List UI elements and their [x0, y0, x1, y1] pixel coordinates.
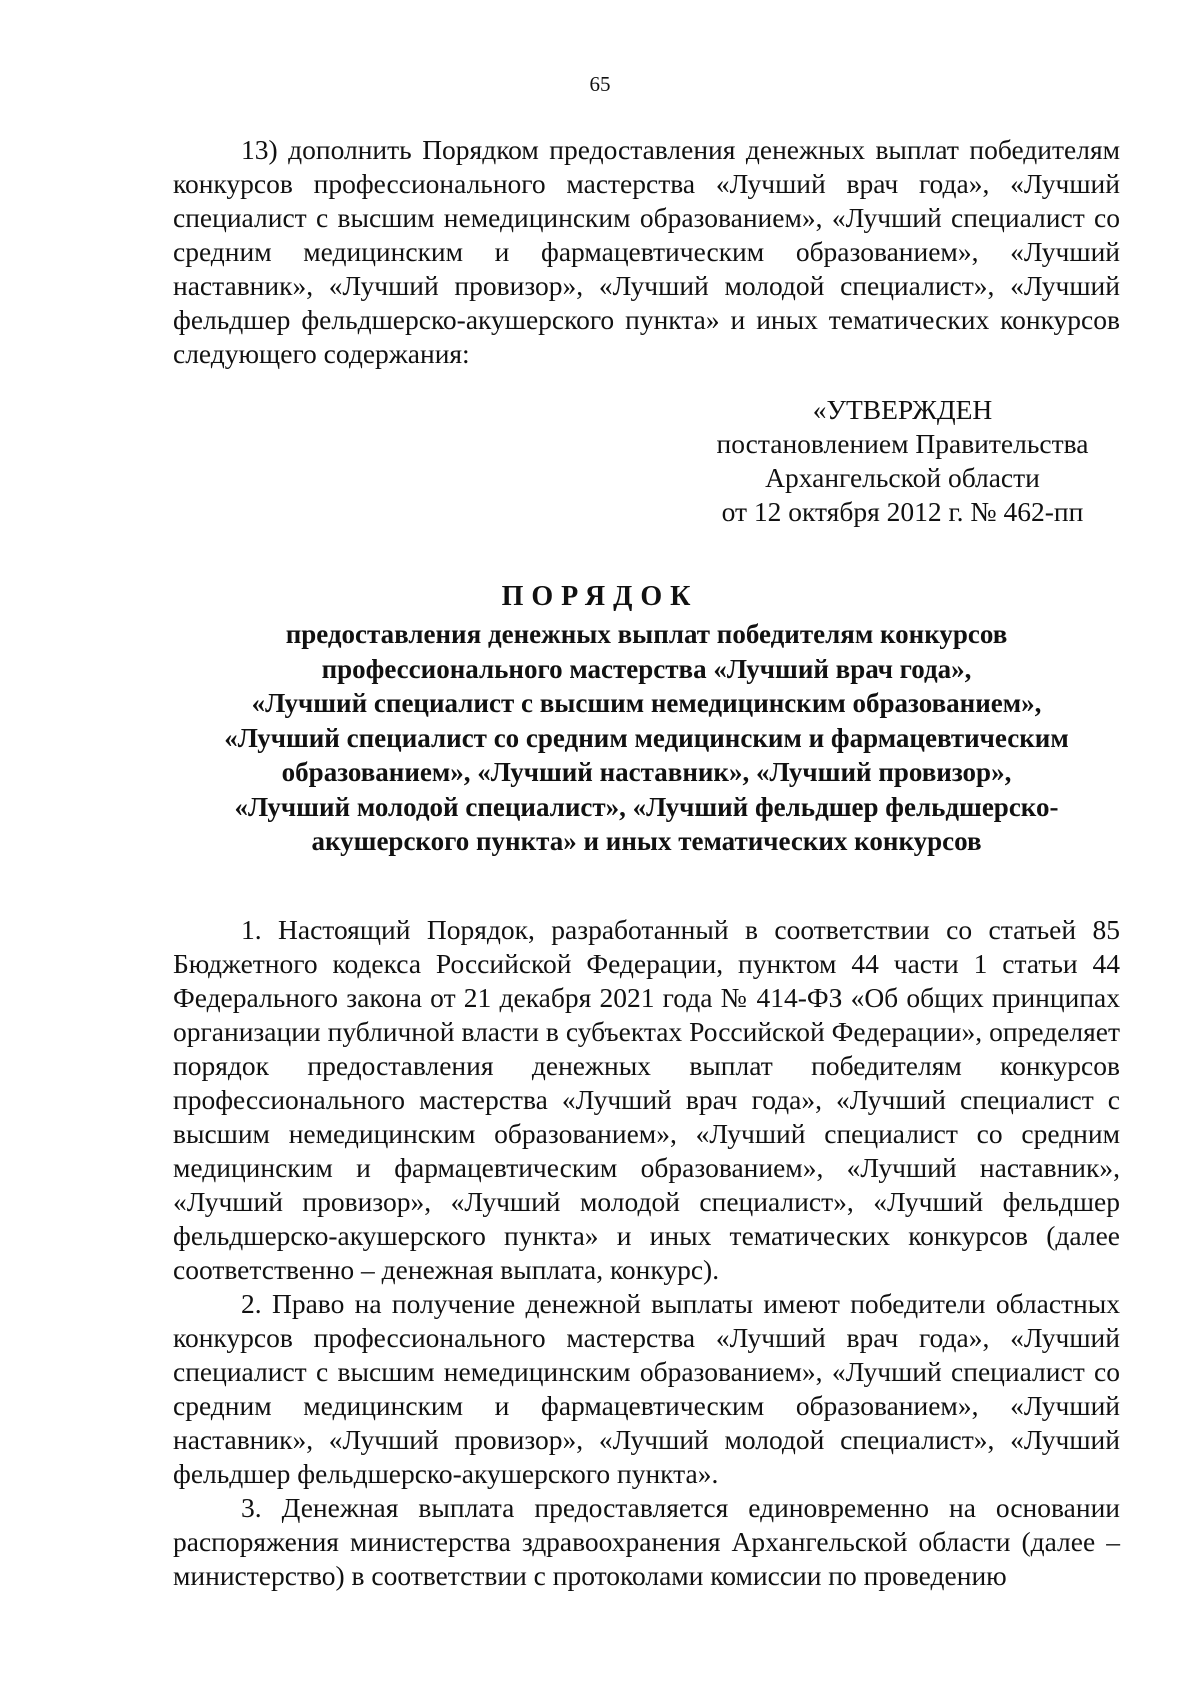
approval-line-region: Архангельской области — [765, 462, 1040, 493]
document-subtitle — [173, 617, 1120, 859]
subtitle-line: образованием», «Лучший наставник», «Лучший провизор», — [281, 757, 1012, 787]
subtitle-line: «Лучший специалист с высшим немедицинским образованием», — [251, 688, 1042, 718]
paragraph-2: 2. Право на получение денежной выплаты имеют победители областных конкурсов профессионального мастерства «Лучший врач года», «Лучший специалист с высшим немедицинским образованием», «Лучший специалист со средним медицинским и фармацевтическим образованием», «Лучший наставник», «Лучший провизор», «Лучший молодой специалист», «Лучший фельдшер фельдшерско-акушерского пункта». — [173, 1288, 1120, 1489]
approval-line-approved: «УТВЕРЖДЕН — [812, 394, 993, 425]
subtitle-line: «Лучший специалист со средним медицинским и фармацевтическим — [224, 722, 1069, 753]
approval-line-date-number: от 12 октября 2012 г. № 462-пп — [721, 496, 1084, 527]
subtitle-line: профессионального мастерства «Лучший врач года», — [321, 653, 972, 684]
subtitle-line: «Лучший молодой специалист», «Лучший фельдшер фельдшерско- — [234, 791, 1059, 822]
page-number: 65 — [589, 72, 611, 96]
approval-stamp-block — [700, 393, 1105, 529]
paragraph-1: 1. Настоящий Порядок, разработанный в соответствии со статьей 85 Бюджетного кодекса Российской Федерации, пунктом 44 части 1 статьи 44 Федерального закона от 21 декабря 2021 года № 414-ФЗ «Об общих принципах организации публичной власти в субъектах Российской Федерации», определяет порядок предоставления денежных выплат победителям конкурсов профессионального мастерства «Лучший врач года», «Лучший специалист с высшим немедицинским образованием», «Лучший специалист со средним медицинским и фармацевтическим образованием», «Лучший наставник», «Лучший провизор», «Лучший молодой специалист», «Лучший фельдшер фельдшерско-акушерского пункта» и иных тематических конкурсов (далее соответственно – денежная выплата, конкурс). — [173, 914, 1120, 1285]
approval-line-resolution: постановлением Правительства — [716, 428, 1089, 459]
paragraph-3: 3. Денежная выплата предоставляется единовременно на основании распоряжения министерства здравоохранения Архангельской области (далее – министерство) в соответствии с протоколами комиссии по проведению — [173, 1492, 1120, 1591]
subtitle-line: акушерского пункта» и иных тематических конкурсов — [311, 826, 982, 856]
subtitle-line: предоставления денежных выплат победителям конкурсов — [285, 619, 1008, 649]
intro-paragraph: 13) дополнить Порядком предоставления денежных выплат победителям конкурсов профессионального мастерства «Лучший врач года», «Лучший специалист с высшим немедицинским образованием», «Лучший специалист со средним медицинским и фармацевтическим образованием», «Лучший наставник», «Лучший провизор», «Лучший молодой специалист», «Лучший фельдшер фельдшерско-акушерского пункта» и иных тематических конкурсов следующего содержания: — [173, 134, 1120, 369]
document-title: ПОРЯДОК — [501, 581, 699, 612]
